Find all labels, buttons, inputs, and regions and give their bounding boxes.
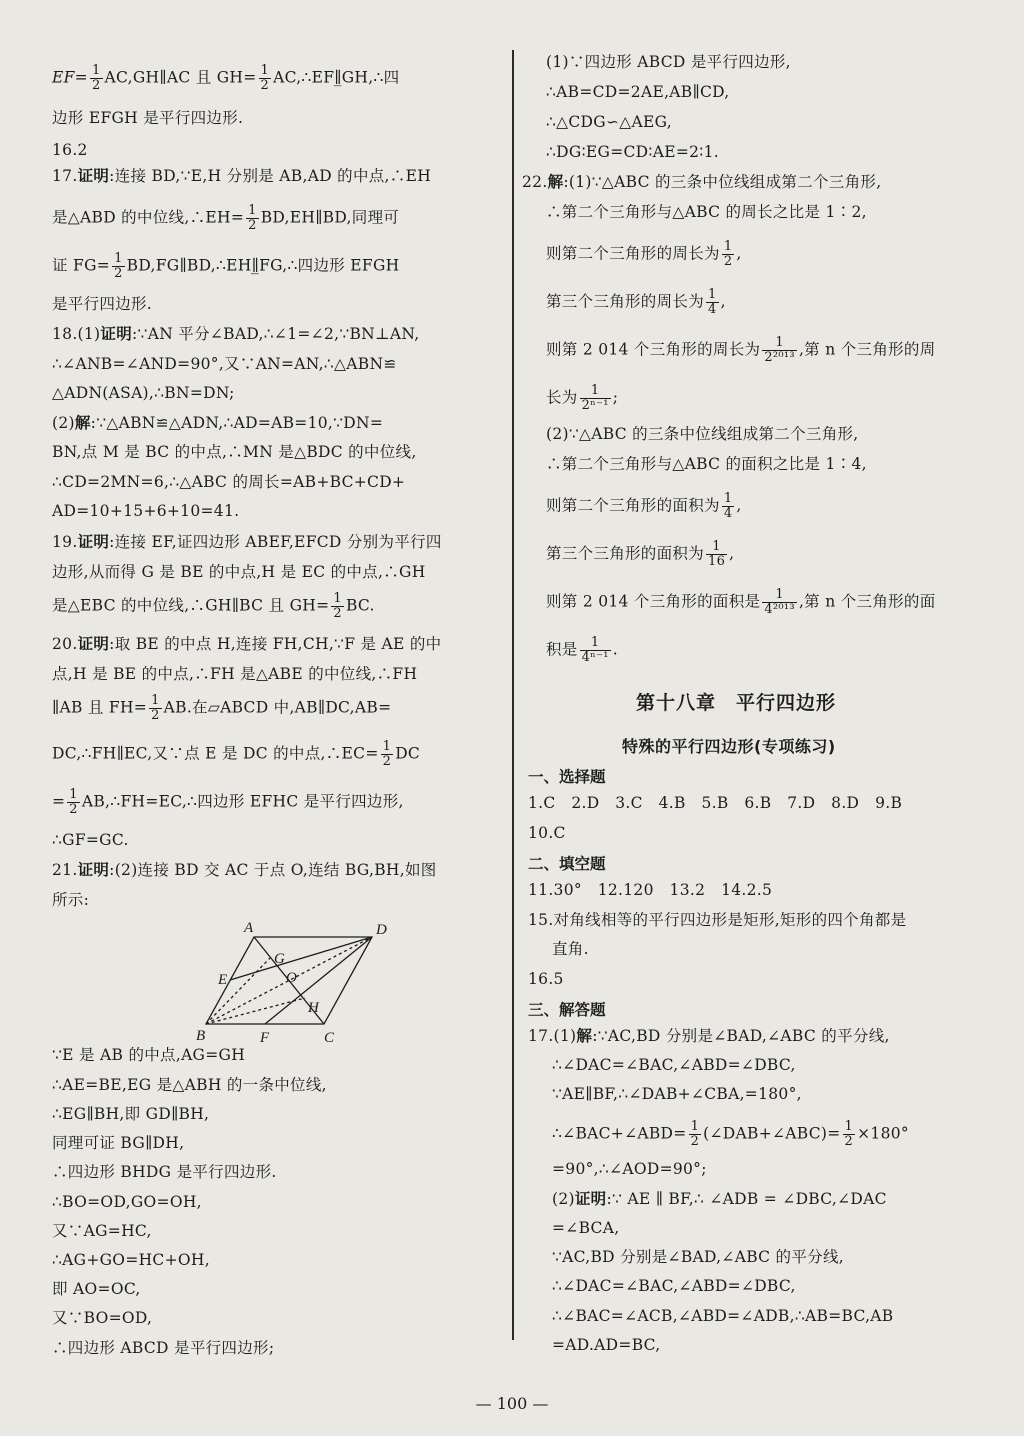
- text: 第三个三角形的周长为: [546, 292, 705, 311]
- line: ∴第二个三角形与△ABC 的面积之比是 1∶4,: [546, 455, 867, 473]
- solution-label: 解: [547, 172, 564, 191]
- text: AB,∴FH=EC,∴四边形 EFHC 是平行四边形,: [81, 792, 404, 811]
- line: AD=10+15+6+10=41.: [52, 502, 240, 520]
- column-divider: [512, 50, 514, 1340]
- numerator: 1: [690, 1119, 700, 1134]
- line: [52, 413, 383, 433]
- line: [52, 860, 437, 880]
- fraction-half: [246, 204, 259, 233]
- text: AC,∴EF: [273, 68, 335, 87]
- line: ∴△CDG∽△AEG,: [546, 113, 672, 131]
- solution-label: 解: [576, 1026, 593, 1045]
- line: [546, 336, 936, 365]
- line: =∠BCA,: [552, 1219, 620, 1237]
- text: ,: [720, 292, 726, 311]
- text: AC,GH∥AC 且 GH=: [104, 68, 257, 87]
- line: ∴∠ANB=∠AND=90°,又∵AN=AN,∴△ABN≌: [52, 355, 397, 373]
- numerator: 1: [69, 787, 78, 802]
- fraction-area-n: [580, 636, 611, 665]
- text: :∵AN 平分∠BAD,∴∠1=∠2,∵BN⊥AN,: [132, 325, 420, 343]
- fraction-area-2014: [762, 588, 797, 617]
- line: 即 AO=OC,: [52, 1280, 141, 1298]
- answers-line: 直角.: [552, 940, 589, 958]
- line: 边形,从而得 G 是 BE 的中点,H 是 EC 的中点,∴GH: [52, 563, 426, 581]
- text: :∵AC,BD 分别是∠BAD,∠ABC 的平分线,: [592, 1027, 890, 1045]
- denominator: 2: [69, 802, 78, 817]
- section-subtitle: 特殊的平行四边形(专项练习): [622, 737, 836, 756]
- proof-label: 证明: [77, 634, 110, 653]
- text: EF=: [52, 68, 88, 87]
- label-h: H: [308, 1000, 319, 1016]
- proof-label: 证明: [77, 166, 110, 185]
- line: 同理可证 BG∥DH,: [52, 1134, 185, 1152]
- denominator: 2ⁿ⁻¹: [581, 398, 609, 413]
- label-c: C: [324, 1030, 335, 1046]
- line: ∴∠BAC=∠ACB,∠ABD=∠ADB,∴AB=BC,AB: [552, 1307, 894, 1325]
- text: FG,∴四边形 EFGH: [259, 256, 400, 275]
- denominator: 2: [114, 266, 123, 281]
- line: ∴四边形 ABCD 是平行四边形;: [52, 1339, 275, 1357]
- question-number: 18.(1): [52, 325, 101, 343]
- denominator: 2: [382, 754, 392, 769]
- text: 则第二个三角形的面积为: [546, 496, 720, 515]
- denominator: 2: [844, 1134, 854, 1149]
- line: [52, 740, 420, 769]
- denominator: 4: [708, 302, 717, 317]
- proof-label: 证明: [77, 860, 110, 879]
- text: (2): [52, 414, 75, 432]
- line: ∴∠DAC=∠BAC,∠ABD=∠DBC,: [552, 1277, 796, 1295]
- line: ∴CD=2MN=6,∴△ABC 的周长=AB+BC+CD+: [52, 473, 406, 491]
- fraction-half: [67, 788, 80, 817]
- text: :∵ AE ∥ BF,∴ ∠ADB = ∠DBC,∠DAC: [606, 1190, 887, 1208]
- numerator: 1: [580, 384, 611, 399]
- line: [546, 588, 936, 617]
- line: [52, 252, 399, 281]
- text: 第三个三角形的面积为: [546, 544, 705, 563]
- fraction-half: [843, 1120, 856, 1149]
- line: [52, 64, 399, 93]
- label-b: B: [196, 1028, 206, 1044]
- text: 则第二个三角形的周长为: [546, 244, 720, 263]
- denominator: 2²⁰¹³: [764, 350, 795, 365]
- line: ∴AG+GO=HC+OH,: [52, 1251, 210, 1269]
- line: [522, 172, 881, 192]
- parallel-equal-symbol: ∥̲: [334, 68, 342, 87]
- numerator: 1: [260, 63, 270, 78]
- fraction-sixteenth: [706, 540, 727, 569]
- numerator: 1: [762, 336, 797, 351]
- text: ,第 n 个三角形的周: [798, 340, 936, 359]
- dashed-bg: [206, 958, 270, 1024]
- line: 又∵BO=OD,: [52, 1309, 153, 1327]
- fraction-perimeter-n: [580, 384, 611, 413]
- proof-label: 证明: [100, 324, 133, 343]
- label-f: F: [260, 1030, 270, 1046]
- text: AB.在▱ABCD 中,AB∥DC,AB=: [163, 698, 392, 717]
- question-number: 19.: [52, 533, 78, 551]
- text: 是△EBC 的中位线,∴GH∥BC 且 GH=: [52, 596, 330, 615]
- line: [546, 240, 742, 269]
- numerator: 1: [706, 540, 727, 555]
- text: :(2)连接 BD 交 AC 于点 O,连结 BG,BH,如图: [109, 861, 437, 879]
- line: BN,点 M 是 BC 的中点,∴MN 是△BDC 的中位线,: [52, 443, 417, 461]
- text: =: [52, 792, 66, 811]
- numerator: 1: [114, 251, 123, 266]
- text: :(1)∵△ABC 的三条中位线组成第二个三角形,: [563, 173, 882, 191]
- section-heading: 二、填空题: [528, 855, 606, 873]
- text: 则第 2 014 个三角形的周长为: [546, 340, 761, 359]
- denominator: 2: [260, 78, 270, 93]
- line: ∴第二个三角形与△ABC 的周长之比是 1∶2,: [546, 203, 867, 221]
- label-o: O: [286, 970, 297, 986]
- text: DC: [395, 744, 421, 763]
- fraction-quarter: [706, 288, 719, 317]
- numerator: 1: [844, 1119, 854, 1134]
- question-number: 20.: [52, 635, 78, 653]
- text: 证 FG=: [52, 256, 111, 275]
- line: [546, 384, 618, 413]
- line: [52, 532, 442, 552]
- answers-line: 16.5: [528, 970, 564, 988]
- label-d: D: [376, 922, 387, 938]
- line: [52, 788, 404, 817]
- section-heading: 一、选择题: [528, 768, 606, 786]
- text: :连接 BD,∵E,H 分别是 AB,AD 的中点,∴EH: [109, 167, 432, 185]
- numerator: 1: [248, 203, 257, 218]
- fraction-half: [90, 64, 103, 93]
- answers-line: 1.C 2.D 3.C 4.B 5.B 6.B 7.D 8.D 9.B: [528, 794, 903, 812]
- page-number: — 100 —: [475, 1394, 549, 1413]
- text: 积是: [546, 640, 578, 659]
- denominator: 4²⁰¹³: [764, 602, 795, 617]
- text: DC,∴FH∥EC,又∵点 E 是 DC 的中点,∴EC=: [52, 744, 379, 763]
- denominator: 2: [248, 218, 257, 233]
- answers-line: 15.对角线相等的平行四边形是矩形,矩形的四个角都是: [528, 911, 907, 929]
- question-number: 17.(1): [528, 1027, 577, 1045]
- line: ∴四边形 BHDG 是平行四边形.: [52, 1163, 277, 1181]
- line: [52, 324, 420, 344]
- numerator: 1: [762, 588, 797, 603]
- denominator: 4ⁿ⁻¹: [581, 650, 609, 665]
- line: ∴AE=BE,EG 是△ABH 的一条中位线,: [52, 1076, 327, 1094]
- answers-line: 10.C: [528, 824, 566, 842]
- denominator: 2: [723, 254, 733, 269]
- solution-label: 解: [74, 413, 91, 432]
- line: [552, 1120, 909, 1149]
- denominator: 2: [690, 1134, 700, 1149]
- text: ,: [736, 496, 742, 515]
- text: GH,∴四: [341, 68, 400, 87]
- fraction-half: [722, 240, 735, 269]
- fraction-half: [689, 1120, 702, 1149]
- line: ∴∠DAC=∠BAC,∠ABD=∠DBC,: [552, 1056, 796, 1074]
- denominator: 2: [333, 606, 342, 621]
- text: ,: [736, 244, 742, 263]
- proof-label: 证明: [77, 532, 110, 551]
- numerator: 1: [723, 491, 733, 506]
- fraction-half: [149, 694, 162, 723]
- fraction-half: [381, 740, 394, 769]
- line: =90°,∴∠AOD=90°;: [552, 1160, 707, 1178]
- text: BC.: [345, 596, 375, 615]
- fraction-perimeter-2014: [762, 336, 797, 365]
- line: 16.2: [52, 141, 88, 159]
- denominator: 4: [723, 506, 733, 521]
- text: BD,FG∥BD,∴EH: [126, 256, 252, 275]
- line: [528, 1026, 890, 1046]
- label-g: G: [274, 951, 285, 967]
- text: ,第 n 个三角形的面: [798, 592, 936, 611]
- line: =AD.AD=BC,: [552, 1336, 661, 1354]
- denominator: 2: [151, 708, 160, 723]
- line: ∴BO=OD,GO=OH,: [52, 1193, 202, 1211]
- numerator: 1: [708, 287, 717, 302]
- line: (1)∵四边形 ABCD 是平行四边形,: [546, 53, 791, 71]
- line: ∴AB=CD=2AE,AB∥CD,: [546, 83, 730, 101]
- line: △ADN(ASA),∴BN=DN;: [52, 384, 235, 402]
- line: (2)∵△ABC 的三条中位线组成第二个三角形,: [546, 425, 859, 443]
- line: ∵E 是 AB 的中点,AG=GH: [52, 1046, 246, 1064]
- chapter-title: 第十八章 平行四边形: [636, 692, 837, 714]
- text: ;: [612, 388, 619, 407]
- text: 长为: [546, 388, 578, 407]
- parallelogram-figure: [182, 916, 422, 1048]
- text: :连接 EF,证四边形 ABEF,EFCD 分别为平行四: [109, 533, 442, 551]
- line: 点,H 是 BE 的中点,∴FH 是△ABE 的中位线,∴FH: [52, 665, 418, 683]
- question-number: 21.: [52, 861, 78, 879]
- dashed-bh: [206, 998, 305, 1024]
- line: ∵AE∥BF,∴∠DAB+∠CBA,=180°,: [552, 1085, 802, 1103]
- numerator: 1: [91, 63, 101, 78]
- line: [552, 1189, 887, 1209]
- fraction-half: [112, 252, 125, 281]
- proof-label: 证明: [574, 1189, 607, 1208]
- line: [52, 204, 399, 233]
- text: :∵△ABN≌△ADN,∴AD=AB=10,∵DN=: [90, 414, 384, 432]
- numerator: 1: [151, 693, 160, 708]
- line: [546, 288, 726, 317]
- segment-ed: [230, 937, 372, 980]
- line: ∴DG∶EG=CD∶AE=2∶1.: [546, 143, 719, 161]
- line: [52, 634, 441, 654]
- line: [546, 492, 742, 521]
- text: .: [612, 640, 619, 659]
- line: ∴GF=GC.: [52, 831, 129, 849]
- question-number: 17.: [52, 167, 78, 185]
- label-e: E: [218, 972, 228, 988]
- line: 是平行四边形.: [52, 295, 153, 313]
- line: 又∵AG=HC,: [52, 1222, 152, 1240]
- parallel-equal-symbol: ∥̲: [251, 256, 260, 275]
- text: BD,EH∥BD,同理可: [260, 208, 400, 227]
- fraction-quarter: [722, 492, 735, 521]
- line: ∴EG∥BH,即 GD∥BH,: [52, 1105, 210, 1123]
- line: [52, 592, 375, 621]
- fraction-half: [331, 592, 344, 621]
- line: 边形 EFGH 是平行四边形.: [52, 109, 244, 127]
- numerator: 1: [723, 239, 733, 254]
- text: ,: [729, 544, 735, 563]
- numerator: 1: [333, 591, 342, 606]
- line: ∵AC,BD 分别是∠BAD,∠ABC 的平分线,: [552, 1248, 844, 1266]
- answers-line: 11.30° 12.120 13.2 14.2.5: [528, 881, 773, 899]
- fraction-half: [259, 64, 272, 93]
- numerator: 1: [382, 739, 392, 754]
- line: [546, 540, 734, 569]
- line: 所示:: [52, 891, 90, 909]
- text: (2): [552, 1190, 575, 1208]
- question-number: 22.: [522, 173, 548, 191]
- text: 则第 2 014 个三角形的面积是: [546, 592, 761, 611]
- text: ∥AB 且 FH=: [52, 698, 148, 717]
- section-heading: 三、解答题: [528, 1001, 606, 1019]
- line: [52, 166, 431, 186]
- denominator: 2: [91, 78, 101, 93]
- denominator: 16: [708, 554, 726, 569]
- numerator: 1: [580, 636, 611, 651]
- line: [52, 694, 391, 723]
- text: 是△ABD 的中位线,∴EH=: [52, 208, 245, 227]
- label-a: A: [244, 920, 254, 936]
- text: :取 BE 的中点 H,连接 FH,CH,∵F 是 AE 的中: [109, 635, 442, 653]
- text: ×180°: [857, 1124, 909, 1143]
- text: (∠DAB+∠ABC)=: [703, 1124, 841, 1143]
- line: [546, 636, 618, 665]
- text: ∴∠BAC+∠ABD=: [552, 1124, 687, 1143]
